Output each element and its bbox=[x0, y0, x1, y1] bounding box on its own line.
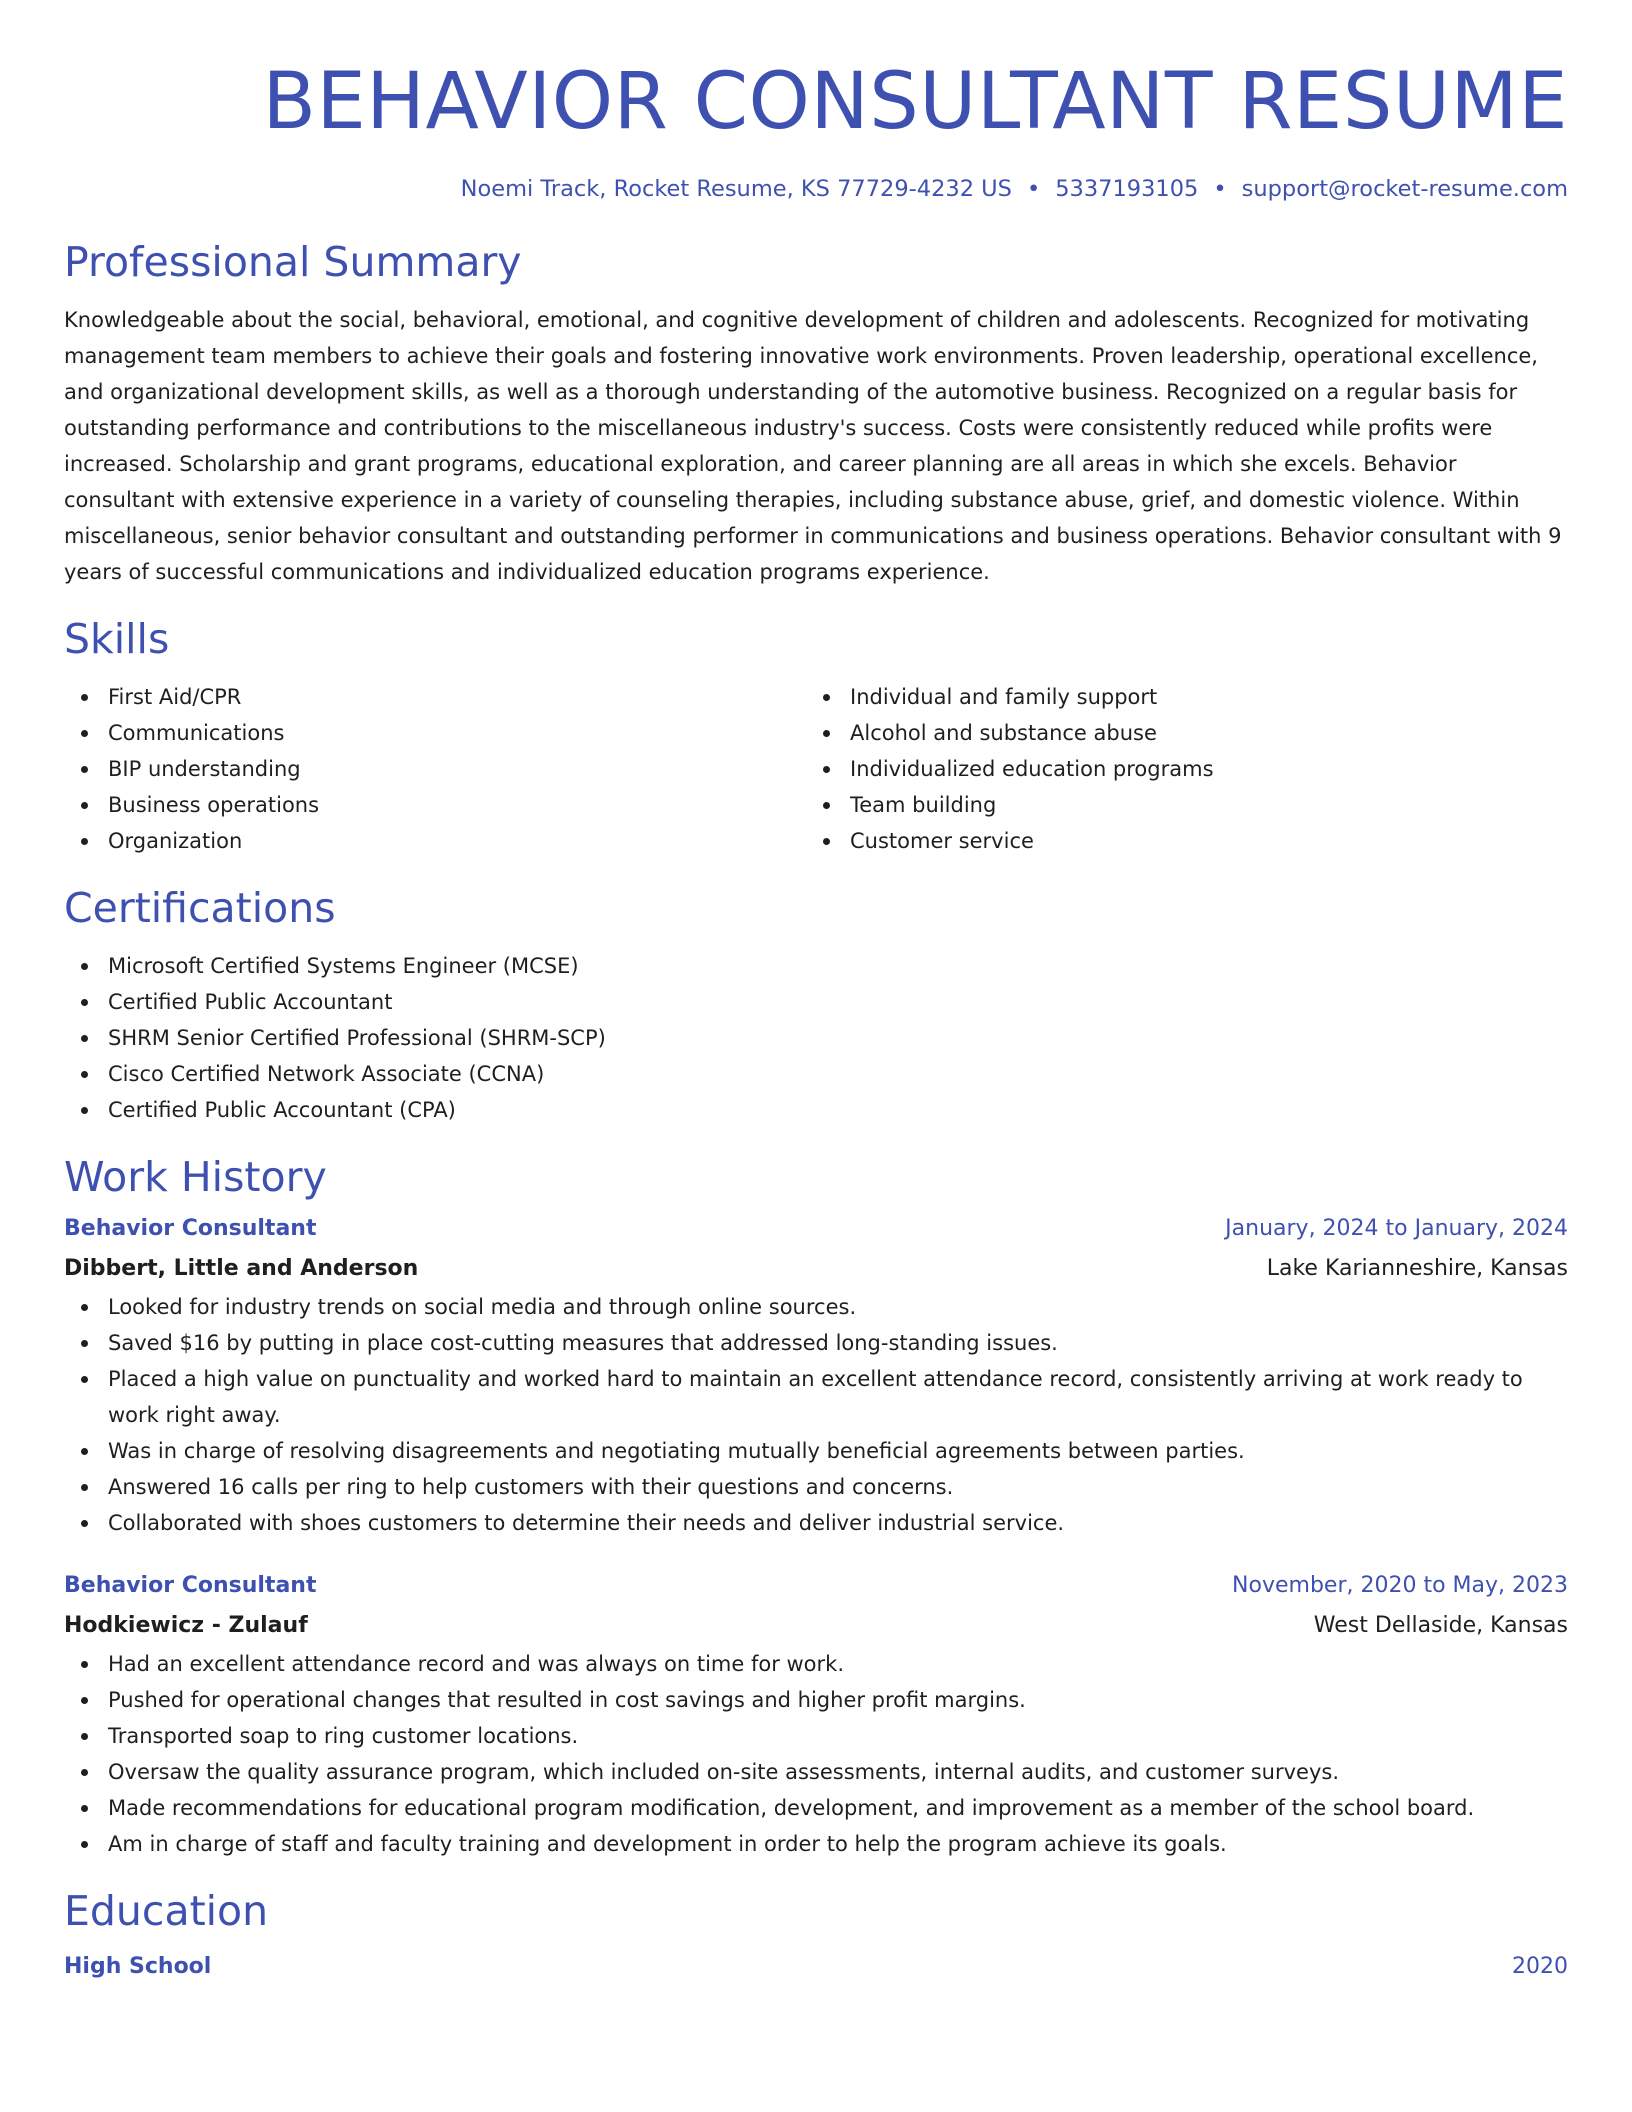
skills-section bbox=[64, 611, 1568, 859]
contact-address: Noemi Track, Rocket Resume, KS 77729-4232 US bbox=[460, 176, 1012, 202]
job-location: West Dellaside, Kansas bbox=[1313, 1613, 1568, 1638]
contact-email[interactable]: support@rocket-resume.com bbox=[1241, 176, 1568, 202]
job-dates: January, 2024 to January, 2024 bbox=[1225, 1216, 1568, 1241]
skill-item: Alcohol and substance abuse bbox=[850, 715, 1548, 751]
job-duty: Pushed for operational changes that resulted in cost savings and higher profit margins. bbox=[108, 1682, 1568, 1718]
work-history-heading: Work History bbox=[64, 1153, 327, 1201]
job-title: Behavior Consultant bbox=[64, 1216, 317, 1241]
resume-page bbox=[64, 0, 1568, 1987]
job-duty: Collaborated with shoes customers to determine their needs and deliver industrial service. bbox=[108, 1505, 1568, 1541]
skill-item: BIP understanding bbox=[108, 751, 806, 787]
job-entry bbox=[64, 1566, 1568, 1862]
job-duty: Transported soap to ring customer locations. bbox=[108, 1718, 1568, 1754]
certifications-list bbox=[64, 948, 1568, 1128]
job-company: Dibbert, Little and Anderson bbox=[64, 1256, 419, 1281]
job-duty: Saved $16 by putting in place cost-cutting measures that addressed long-standing issues. bbox=[108, 1325, 1568, 1361]
summary-heading: Professional Summary bbox=[64, 238, 522, 286]
skills-columns bbox=[64, 679, 1568, 859]
education-degree: High School bbox=[64, 1954, 212, 1979]
certifications-section bbox=[64, 880, 1568, 1128]
job-duties-list bbox=[64, 1646, 1568, 1862]
education-section bbox=[64, 1883, 1568, 1987]
job-company: Hodkiewicz - Zulauf bbox=[64, 1613, 308, 1638]
job-duty: Was in charge of resolving disagreements and negotiating mutually beneficial agreements between parties. bbox=[108, 1433, 1568, 1469]
job-duty: Made recommendations for educational program modification, development, and improvement as a member of the school board. bbox=[108, 1790, 1568, 1826]
certification-item: SHRM Senior Certified Professional (SHRM-SCP) bbox=[108, 1020, 1568, 1056]
skills-column-left bbox=[64, 679, 806, 859]
job-duty: Looked for industry trends on social media and through online sources. bbox=[108, 1289, 1568, 1325]
job-subheader bbox=[64, 1249, 1568, 1289]
job-duty: Answered 16 calls per ring to help customers with their questions and concerns. bbox=[108, 1469, 1568, 1505]
summary-text: Knowledgeable about the social, behavioral, emotional, and cognitive development of children and adolescents. Recognized for motivating management team members to achieve their goals and fostering innovative work environments. Proven leadership, operational excellence, and organizational development skills, as well as a thorough understanding of the automotive business. Recognized on a regular basis for outstanding performance and contributions to the miscellaneous industry's success. Costs were consistently reduced while profits were increased. Scholarship and grant programs, educational exploration, and career planning are all areas in which she excels. Behavior consultant with extensive experience in a variety of counseling therapies, including substance abuse, grief, and domestic violence. Within miscellaneous, senior behavior consultant and outstanding performer in communications and business operations. Behavior consultant with 9 years of successful communications and individualized education programs experience. bbox=[64, 308, 1562, 584]
contact-line bbox=[64, 174, 1568, 204]
contact-separator: • bbox=[1213, 176, 1227, 202]
skill-item: First Aid/CPR bbox=[108, 679, 806, 715]
skill-item: Communications bbox=[108, 715, 806, 751]
job-header bbox=[64, 1566, 1568, 1606]
job-duties-list bbox=[64, 1289, 1568, 1541]
skills-list-left bbox=[64, 679, 806, 859]
contact-phone[interactable]: 5337193105 bbox=[1055, 176, 1199, 202]
work-history-section bbox=[64, 1149, 1568, 1862]
certification-item: Certified Public Accountant (CPA) bbox=[108, 1092, 1568, 1128]
skills-column-right bbox=[806, 679, 1548, 859]
job-location: Lake Karianneshire, Kansas bbox=[1266, 1256, 1568, 1281]
certification-item: Microsoft Certified Systems Engineer (MCSE) bbox=[108, 948, 1568, 984]
certification-item: Certified Public Accountant bbox=[108, 984, 1568, 1020]
skills-list-right bbox=[806, 679, 1548, 859]
skill-item: Team building bbox=[850, 787, 1548, 823]
job-entry bbox=[64, 1209, 1568, 1541]
skill-item: Organization bbox=[108, 823, 806, 859]
summary-section bbox=[64, 234, 1568, 590]
skill-item: Business operations bbox=[108, 787, 806, 823]
job-dates: November, 2020 to May, 2023 bbox=[1232, 1573, 1568, 1598]
resume-title: BEHAVIOR CONSULTANT RESUME bbox=[262, 57, 1568, 147]
job-duty: Had an excellent attendance record and was always on time for work. bbox=[108, 1646, 1568, 1682]
skills-heading: Skills bbox=[64, 615, 170, 663]
skill-item: Customer service bbox=[850, 823, 1548, 859]
education-heading: Education bbox=[64, 1887, 269, 1935]
certification-item: Cisco Certified Network Associate (CCNA) bbox=[108, 1056, 1568, 1092]
job-duty: Oversaw the quality assurance program, which included on-site assessments, internal audits, and customer surveys. bbox=[108, 1754, 1568, 1790]
job-duty: Placed a high value on punctuality and worked hard to maintain an excellent attendance record, consistently arriving at work ready to work right away. bbox=[108, 1361, 1568, 1433]
job-duty: Am in charge of staff and faculty training and development in order to help the program achieve its goals. bbox=[108, 1826, 1568, 1862]
job-header bbox=[64, 1209, 1568, 1249]
skill-item: Individualized education programs bbox=[850, 751, 1548, 787]
contact-separator: • bbox=[1026, 176, 1041, 202]
certifications-heading: Certifications bbox=[64, 884, 336, 932]
education-year: 2020 bbox=[1512, 1954, 1568, 1979]
job-title: Behavior Consultant bbox=[64, 1573, 317, 1598]
job-subheader bbox=[64, 1606, 1568, 1646]
education-entry bbox=[64, 1947, 1568, 1987]
skill-item: Individual and family support bbox=[850, 679, 1548, 715]
